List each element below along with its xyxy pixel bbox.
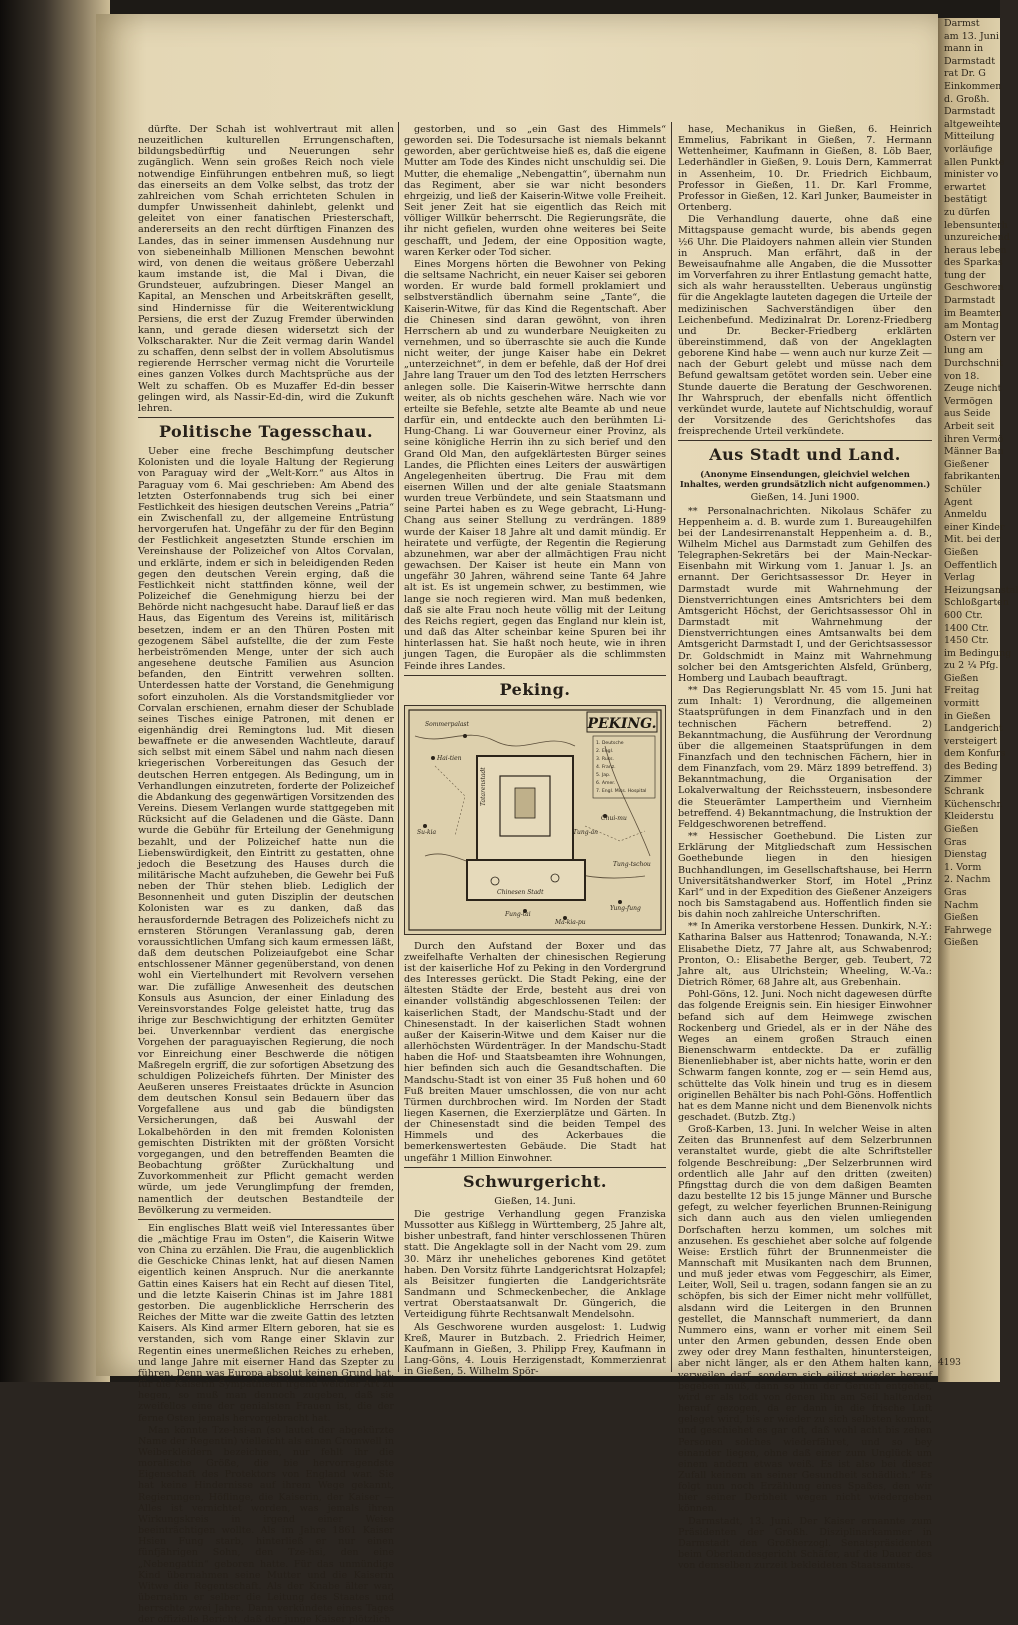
- section-divider: [138, 417, 394, 418]
- facing-page-line: Gras: [944, 836, 967, 848]
- article-court-continuation-2: Die Verhandlung dauerte, ohne daß eine Mittagspause gemacht wurde, bis abends gegen ½6 Uhr. Die Plaidoyers nahmen allein vier Stunden in Anspruch. Man erfährt, daß in der Beweisaufnahme alle Angaben, die die Mussotter im Vorverfahren zu ihrer Entlastung gemacht hatte, sich als wahr herausstellten. Ueberaus ungünstig für die Angeklagte lauteten dagegen die Urteile der medizinischen Sachverständigen über den Leichenbefund. Medizinalrat Dr. Lorenz-Friedberg und Dr. Becker-Friedberg erklärten übereinstimmend, daß von der Angeklagten geborene Kind habe — wenn auch nur kurze Zeit — nach der Geburt gelebt und müsse nach dem Befund gewaltsam getötet worden sein. Ueber eine Stunde dauerte die Beratung der Geschworenen. Ihr Wahrspruch, der ebenfalls nicht öffentlich verkündet wurde, lautete auf Nichtschuldig, worauf der Vorsitzende des Gerichtshofes das freisprechende Urteil verkündete.: [678, 214, 932, 438]
- facing-page-line: Anmeldu: [944, 509, 987, 521]
- article-divider: [138, 1219, 394, 1220]
- facing-page-line: mann in: [944, 43, 984, 55]
- facing-page-line: Verlag: [944, 572, 975, 584]
- peking-map-drawing: [405, 706, 665, 934]
- facing-page-line: allen Punkte: [944, 156, 1005, 168]
- section-heading-aus-stadt-und-land: Aus Stadt und Land.: [709, 445, 901, 465]
- map-label-fung-tai: Fung-tai: [505, 910, 531, 918]
- section-divider: [404, 1167, 666, 1168]
- article-paraguay: Ueber eine freche Beschimpfung deutscher Kolonisten und die loyale Haltung der Regierung von Paraguay wird der „Welt-Korr.“ aus Altos in Paraguay vom 6. Mai geschrieben: Am Abend des letzten Osterfonnabends trug sich bei einer Festlichkeit des hiesigen deutschen Vereins „Patria“ ein Zwischenfall zu, der allgemeine Entrüstung hervorgerufen hat. Ungefähr zu der für den Beginn der Festlichkeit angesetzten Stunde erschien im Vereinshause der Polizeichef von Altos Corvalan, und erklärte, indem er sich in beleidigenden Reden gegen den deutschen Verein erging, daß die Festlichkeit nicht stattfinden könne, weil der Polizeichef die Genehmigung hierzu bei der Behörde nicht nachgesucht habe. Darauf ließ er das Haus, das Eigentum des Vereins ist, militärisch besetzen, indem er an den Thüren Posten mit gezogenem Säbel aufstellte, die der zum Feste herbeiströmenden Menge, unter der sich auch angesehene deutsche Familien aus Asuncion befanden, den Eintritt verwehren sollten. Unterdessen hatte der Vorstand, die Genehmigung sofort einzuholen. Als die Vorstandsmitglieder vor Corvalan erschienen, ernahm dieser der Schublade seines Tisches einige Patronen, mit denen er eigenhändig drei Remingtons lud. Mit diesen bewaffnete er die anwesenden Wachtleute, darauf sich selbst mit einem Säbel und nahm nach diesen kriegerischen Vorbereitungen das Gesuch der deutschen Herren entgegen. Als Bedingung, um in Verhandlungen einzutreten, forderte der Polizeichef die Abdankung des gegenwärtigen Vorsitzenden des Vereins. Diesem Verlangen wurde stattgegeben mit Rücksicht auf die Geladenen und die Gäste. Dann wurde die Gebühr für Erteilung der Genehmigung bezahlt, und der Polizeichef hatte nun die Liebenswürdigkeit, den Eintritt zu gestatten, ohne jedoch die Besetzung des Hauses durch die militärische Macht aufzuheben, die Gewehr bei Fuß neben der Thür stehen blieb. Lediglich der Besonnenheit und guten Disziplin der deutschen Kolonisten war es zu danken, daß das herausfordernde Betragen des Polizeichefs nicht zu ernsteren Störungen Veranlassung gab, deren voraussichtlichen Umfang sich kaum ermessen läßt, daß dem deutschen Polizeiaufgebot eine Schar entschlossener Männer gegenüberstand, von denen wohl ein Viertelhundert mit Revolvern versehen war. Die zufällige Anwesenheit des deutschen Konsuls aus Asuncion, der einer Einladung des Vereinsvorstandes Folge geleistet hatte, trug das ihrige zur Beschwichtigung der erhitzten Gemüter bei. Unverkennbar verdient das energische Vorgehen der paraguayischen Regierung, die noch vor Einreichung einer Beschwerde die nötigen Maßregeln ergriff, die zur sofortigen Absetzung des schuldigen Polizeichefs führten. Der Minister des Aeußeren unseres Freistaates drückte in Asuncion dem deutschen Konsul sein Bedauern über das Vorgefallene aus und gab die bündigsten Versicherungen, daß bei Auswahl der Lokalbehörden in den mit fremden Kolonisten gemischten Distrikten mit der größten Vorsicht vorgegangen, und den betreffenden Beamten die Beobachtung größter Zurückhaltung und Zuvorkommenheit zur Pflicht gemacht werden würde, um jede Verunglimpfung der fremden, namentlich der deutschen Bestandteile der Bevölkerung zu vermeiden.: [138, 446, 394, 1216]
- facing-page-line: Zimmer: [944, 773, 982, 785]
- facing-page-line: Geschworen: [944, 282, 1004, 294]
- facing-page-line: altgeweihte: [944, 118, 1001, 130]
- facing-page-line: Vermögen: [944, 395, 993, 407]
- facing-page-line: Gießener: [944, 458, 989, 470]
- facing-page-line: Darmst: [944, 18, 980, 29]
- section-heading-politische-tagesschau: Politische Tagesschau.: [158, 422, 374, 442]
- facing-page-line: Küchenschr.: [944, 798, 1004, 810]
- map-label-chinesenstadt: Chinesen Stadt: [497, 888, 544, 896]
- facing-page-line: des Sparkas: [944, 257, 1003, 269]
- facing-page-line: Gießen: [944, 672, 979, 684]
- map-legend-item: 5. Jap.: [596, 772, 611, 778]
- facing-page-line: minister vo: [944, 169, 999, 181]
- facing-page-line: Durchschnit: [944, 358, 1004, 370]
- facing-page-line: Gießen: [944, 546, 979, 558]
- map-label-tung-tschou: Tung-tschou: [613, 860, 651, 868]
- facing-page-line: Schloßgarten: [944, 597, 1009, 609]
- facing-page-line: Landgericht: [944, 723, 1003, 735]
- facing-page-line: d. Großh.: [944, 93, 990, 105]
- map-legend-item: 1. Deutsche: [596, 740, 624, 746]
- facing-page-line: Ostern ver: [944, 332, 996, 344]
- facing-page-line: bestätigt: [944, 194, 987, 206]
- facing-page-line: einer Kinder: [944, 521, 1005, 533]
- facing-page-line: vorläufige: [944, 143, 993, 155]
- facing-page-line: heraus leben: [944, 244, 1007, 256]
- column-divider-left: [398, 122, 399, 1372]
- facing-page-line: Schrank: [944, 786, 985, 798]
- column-right: [678, 124, 932, 1572]
- facing-page-edge: [938, 18, 1018, 1382]
- facing-page-line: des Beding: [944, 761, 998, 773]
- facing-page-line: Schüler: [944, 483, 982, 495]
- article-kaiserin-continuation-2: Eines Morgens hörten die Bewohner von Peking die seltsame Nachricht, ein neuer Kaiser sei geboren worden. Er wurde bald formell proklamiert und selbstverständlich übernahm seine „Tante“, die Kaiserin-Witwe, für das Kind die Regentschaft. Aber die Chinesen sind daran gewöhnt, von ihren Herrschern ab und zu wunderbare Neuigkeiten zu vernehmen, und so überraschte sie auch die Kunde nicht weiter, der junge Kaiser habe ein Dekret „unterzeichnet“, in dem er befehle, daß der Hof drei Jahre lang Trauer um den Tod des letzten Herrschers anlegen solle. Die Kaiserin-Witwe herrschte dann weiter, als ob nichts geschehen wäre. Nach wie vor erteilte sie Befehle, setzte alte Beamte ab und neue darfür ein, und entdeckte auch den berühmten Li-Hung-Chang. Li war Gouverneur einer Provinz, als seine königliche Herrin ihn zu sich berief und den Grand Old Man, den aufgeklärtesten Bürger seines Landes, die Pflichten eines Leiters der auswärtigen Angelegenheiten übertrug. Die Frau mit dem eisernen Willen und der alte geniale Staatsmann wurden treue Verbündete, und sein Staatsmann und seine Partei haben es zu Wege gebracht, Li-Hung-Chang aus seiner Stellung zu verdrängen. 1889 wurde der Kaiser 18 Jahre alt und damit mündig. Er heiratete und verfügte, der Regentin die Regierung abzunehmen, war aber der allmächtigen Frau nicht gewachsen. Der Kaiser ist heute ein Mann von ungefähr 30 Jahren, während seine Tante 64 Jahre alt ist. Es ist ungemein schwer, zu bestimmen, wie lange sie noch regieren wird. Man muß bedenken, daß sie alte Frau noch heute völlig mit der Leitung des Reichs regiert, gegen das England nur klein ist, und daß das Alter scheinbar keine Spuren bei ihr hinterlassen hat. Sie haßt noch heute, wie in ihren jungen Tagen, die Europäer als die schlimmsten Feinde ihres Landes.: [404, 258, 666, 672]
- facing-page-line: 1450 Ctr.: [944, 635, 989, 647]
- article-kaiserin-continuation: gestorben, und so „ein Gast des Himmels“ geworden sei. Die Todesursache ist niemals bekannt geworden, aber gerüchtweise hieß es, daß die eigene Mutter am Tode des Kindes nicht unschuldig sei. Die Mutter, die ehemalige „Nebengattin“, übernahm nun das Regiment, aber sie war nicht besonders ehrgeizig, und ließ der Kaiserin-Witwe volle Freiheit. Seit jener Zeit hat sie eigentlich das Reich mit völliger Willkür beherrscht. Die Regierungsräte, die ihr nicht gefielen, wurden ohne weiteres bei Seite geschafft, und Jedem, der eine Opposition wagte, waren Kerker oder Tod sicher.: [404, 124, 666, 258]
- facing-page-line: unzureichend: [944, 232, 1010, 244]
- facing-page-line: Agent: [944, 496, 973, 508]
- facing-page-line: Mitteilung: [944, 131, 995, 143]
- facing-page-line: von 18.: [944, 370, 980, 382]
- column-divider-right: [671, 122, 672, 1372]
- article-kaiserin-witwe: Ein englisches Blatt weiß viel Interessantes über die „mächtige Frau im Osten“, die Kaiserin Witwe von China zu erzählen. Die Frau, die augenblicklich die Geschicke Chinas lenkt, hat auf diesen Namen eigentlich keinen Anspruch. Nur die anerkannte Gattin eines Kaisers hat ein Recht auf diesen Titel, und die letzte Kaiserin Chinas ist im Jahre 1881 gestorben. Die augenblickliche Herrscherin des Reiches der Mitte war die zweite Gattin des letzten Kaisers. Als Kind armer Eltern geboren, hat sie es verstanden, sich vom Range einer Sklavin zur Regentin eines unermeßlichen Reiches zu erheben, und lange Jahre mit eiserner Hand das Szepter zu führen. Denn was Europa absolut keinen Grund hat, für die Kaiserin Sympathieen irgend welcher Art zu hegen, so muß man dennoch zugeben, daß sie zweifellos eine der genialsten Frauen ist, die der ferne Osten jemals hervorgebracht hat.: [138, 1222, 394, 1424]
- facing-page-line: Gießen: [944, 912, 979, 924]
- facing-page-line: dem Konfurs: [944, 748, 1006, 760]
- map-legend-item: 3. Russ.: [596, 756, 614, 762]
- map-legend-item: 2. Engl.: [596, 748, 614, 754]
- item-darmstadt: Darmstadt, 13. Juni. Der Kaiser ernannte zum Präsidenten der Großh. Disziplinarkammer in Darmstadt den Großherzogl. Senatspräsidenten beim Oberlandesgericht Schäfer, auf die Dauer des von demselben zurzeit bekleideten Staatsamtes.: [678, 1515, 932, 1572]
- editorial-notice: (Anonyme Einsendungen, gleichviel welchen Inhaltes, werden grundsätzlich nicht aufgenommen.): [679, 469, 931, 490]
- article-court-continuation: hase, Mechanikus in Gießen, 6. Heinrich Emmelius, Fabrikant in Gießen, 7. Hermann Wettenheimer, Kaufmann in Gießen, 8. Löb Baer, Lederhändler in Gießen, 9. Louis Dern, Kammerrat in Assenheim, 10. Dr. Friedrich Eichbaum, Professor in Gießen, 11. Dr. Karl Fromme, Professor in Gießen, 12. Karl Junker, Baumeister in Ortenberg.: [678, 124, 932, 214]
- facing-page-line: zu 2 ¼ Pfg.: [944, 660, 999, 672]
- facing-page-line: fabrikanten: [944, 471, 1000, 483]
- section-divider: [678, 440, 932, 441]
- facing-page-line: 1. Vorm: [944, 861, 982, 873]
- section-heading-schwurgericht: Schwurgericht.: [463, 1171, 607, 1191]
- item-goethebund: ** Hessischer Goethebund. Die Listen zur Erklärung der Mitgliedschaft zum Hessischen Goethebunde liegen in den hiesigen Buchhandlungen, im Gesellschaftshause, bei Herrn Universitätshandwerker Storf, im Hotel „Prinz Karl“ und in der Expedition des Gießener Anzeigers noch bis Samstagabend aus. Hoffentlich finden sie bis dahin noch zahlreiche Unterschriften.: [678, 831, 932, 921]
- map-label-hai-tien: Hai-tien: [437, 754, 462, 762]
- map-label-sommerpalast: Sommerpalast: [425, 720, 469, 728]
- facing-page-line: Gießen: [944, 824, 979, 835]
- facing-page-line: Einkommen: [944, 80, 1002, 92]
- column-middle: [404, 124, 666, 1378]
- facing-page-line: lebensunterh: [944, 219, 1008, 231]
- facing-page-line: lung am: [944, 345, 984, 357]
- facing-page-line: Freitag: [944, 685, 980, 697]
- map-legend-item: 6. Amer.: [596, 780, 616, 786]
- facing-page-line: Zeuge nicht: [944, 383, 1002, 395]
- facing-page-line: Nachm: [944, 899, 979, 911]
- facing-page-line: Darmstadt: [944, 55, 996, 67]
- facing-page-line: im Bedingung: [944, 647, 1012, 659]
- dateline: Gießen, 14. Juni 1900.: [750, 492, 860, 504]
- facing-page-line: Darmstadt: [944, 295, 996, 307]
- facing-page-line: Oeffentlich: [944, 559, 998, 571]
- section-divider: [404, 675, 666, 676]
- facing-page-line: aus Seide: [944, 408, 991, 420]
- facing-page-line: vormitt: [944, 698, 980, 710]
- facing-page-line: in Gießen: [944, 710, 991, 722]
- facing-page-line: Mit. bei der: [944, 534, 1001, 546]
- map-label-chui-mu: Chui-mu: [601, 814, 627, 822]
- dateline: Gießen, 14. Juni.: [494, 1195, 576, 1207]
- facing-page-line: 600 Ctr.: [944, 609, 983, 621]
- facing-page-line: im Beamten: [944, 307, 1002, 319]
- facing-page-line: 1400 Ctr.: [944, 622, 989, 634]
- peking-map: [404, 705, 666, 935]
- map-legend-item: 7. Engl. Miss. Hospital: [596, 788, 647, 794]
- item-pohl-goens: Pohl-Göns, 12. Juni. Noch nicht dagewesen dürfte das folgende Ereignis sein. Ein hiesiger Einwohner befand sich auf dem Heimwege zwischen Rockenberg und Griedel, als er in der Nähe des Weges an einem großen Strauch einen Bienenschwarm entdeckte. Da er zufällig Bienenliebhaber ist, aber nichts hatte, worin er den Schwarm fangen konnte, zog er — sein Hemd aus, schüttelte das Volk hinein und trug es in diesem originellen Behälter bis nach Pohl-Göns. Hoffentlich hat es dem Manne nicht und dem Bienenvolk nichts geschadet. (Butzb. Ztg.): [678, 989, 932, 1123]
- facing-page-line: ihren Vermö: [944, 433, 1004, 445]
- item-verstorbene-hessen: ** In Amerika verstorbene Hessen. Dunkirk, N.-Y.: Katharina Balser aus Hattenrod; Tonawanda, N.-Y.: Elisabethe Dietz, 77 Jahre alt, aus Schwabenrod; Pronton, O.: Elisabethe Berger, geb. Teubert, 72 Jahre alt, aus Ulrichstein; Wheeling, W.-Va.: Dietrich Römer, 68 Jahre alt, aus Grebenhain.: [678, 921, 932, 989]
- article-persia-continuation: dürfte. Der Schah ist wohlvertraut mit allen neuzeitlichen kulturellen Errungenschaften, bildungsbedürftig und Neuerungen sehr zugänglich. Wenn sein großes Reich noch viele notwendige Einführungen entbehren muß, so liegt das einerseits an dem Volke selbst, das trotz der zahlreichen vom Schah errichteten Schulen in dumpfer Unwissenheit dahinlebt, gelenkt und geleitet von einer fanatischen Priesterschaft, andererseits an den recht dürftigen Finanzen des Landes, das in seiner immensen Ausdehnung nur von siebeneinhalb Millionen Menschen bewohnt wird, von denen die weitaus größere Ueberzahl kaum imstande ist, die Mal i Divan, die Grundsteuer, aufzubringen. Dieser Mangel an Kapital, an Menschen und Arbeitskräften gesellt, sind Hindernisse für die Weiterentwicklung Persiens, die erst der Zuzug Fremder überwinden kann, und gerade diesen widersetzt sich der Volkscharakter. Nur die Zeit vermag darin Wandel zu schaffen, denn selbst der in vollem Absolutismus regierende Herrscher vermag nicht die Vorurteile eines ganzen Volkes durch Machtsprüche aus der Welt zu schaffen. Ob es Muzaffer Ed-din besser gelingen wird, als Nassir-Ed-din, wird die Zukunft lehren.: [138, 124, 394, 414]
- page-number: 4193: [938, 1358, 961, 1368]
- map-title: PEKING.: [587, 715, 657, 732]
- facing-page-line: Gießen: [944, 937, 979, 949]
- item-regierungsblatt: ** Das Regierungsblatt Nr. 45 vom 15. Juni hat zum Inhalt: 1) Verordnung, die allgemeinen Staatsprüfungen in dem Finanzfach und in den technischen Fächern betreffend. 2) Bekanntmachung, die Ausführung der Verordnung über die allgemeinen Staatsprüfungen in dem Finanzfach und den technischen Fächern, hier in dem Finanzfach, vom 29. März 1899 betreffend. 3) Bekanntmachung, die Organisation der Lokalverwaltung der Reichssteuern, insbesondere die Steuerämter Lampertheim und Viernheim betreffend. 4) Bekanntmachung, die Instruktion der Feldgeschworenen betreffend.: [678, 685, 932, 830]
- map-legend-item: 4. Franz.: [596, 764, 616, 770]
- facing-page-text: [938, 18, 1018, 950]
- map-label-tatarenstadt: Tatarenstadt: [480, 766, 487, 806]
- facing-page-line: tung der: [944, 269, 986, 281]
- facing-page-line: Heizungsanstal: [944, 584, 1018, 596]
- article-court: Die gestrige Verhandlung gegen Franziska Mussotter aus Kißlegg in Württemberg, 25 Jahre alt, bisher unbestraft, fand hinter verschlossenen Thüren statt. Die Angeklagte soll in der Nacht vom 29. zum 30. März ihr uneheliches geborenes Kind getötet haben. Den Vorsitz führte Landgerichtsrat Holzapfel; als Beisitzer fungierten die Landgerichtsräte Sandmann und Schmeckenbecher, die Anklage vertrat Oberstaatsanwalt Dr. Güngerich, die Verteidigung führte Rechtsanwalt Mendelsohn.: [404, 1208, 666, 1321]
- facing-page-line: 2. Nachm: [944, 874, 991, 886]
- item-gross-karben: Groß-Karben, 13. Juni. In welcher Weise in alten Zeiten das Brunnenfest auf dem Selzerbrunnen veranstaltet wurde, giebt die alte Schriftsteller folgende Beschreibung: „Der Selzerbrunnen wird ordentlich alle Jahr auf den dritten (zweiten) Pfingsttag durch die von dem daßigen Beamten dazu bestellte 12 bis 15 junge Männer und Bursche gefegt, zu welcher feyerlichen Brunnen-Reinigung sich dann auch aus den vielen umliegenden Dorfschaften herzu kommen, um solches mit anzusehen. Es geschiehet aber solche auf folgende Weise: Erstlich führt der Brunnenmeister die Mannschaft mit Musikanten nach dem Brunnen, und muß jeder etwas vom Feggeschirr, als Eimer, Leiter, Woll, Seil u. tragen, sodann fangen sie an zu schöpfen, bis sich der Eimer nicht mehr vollfüllet, alsdann wird die Leitergen in den Brunnen gestellet, die Mannschaft nummeriert, da dann Nummero eins, wann er vorher mit einem Seil unter den Armen gebunden, dessen Ende oben zwey oder drey Mann festhalten, hinuntersteigen, aber nicht länger, als er den Athem halten kann, verweilen darf, sondern sich eiligst wieder herauf begeben muß, dann so ihm der Geruch entgehet, wird er als todt von denen ihn am Seil haltenden herauf gezogen, da er dann in die frische Luft geleget wird, bis er wieder zu sich selbsten kommt, und geschiehet es gar oft, daß wohl acht bis zehen Personen solches wiederfähret, und so bey einander liegen, ohne daß einer zum Unglück um einem andern etwas weiß. Es ist also bei dieser Zufall keinem an seiner Gesundheit schädlich.“ Es folgt nun noch Erzählung eines Spaßes, den wir hier seiner Derbheit wegen nicht wiedergeben können.: [678, 1124, 932, 1515]
- facing-page-line: Männer Ban: [944, 446, 1004, 458]
- map-label-yung-fung: Yung-fung: [610, 904, 641, 912]
- facing-page-line: versteigert: [944, 735, 997, 747]
- facing-page-line: erwartet: [944, 181, 986, 193]
- column-left: [138, 124, 394, 1625]
- item-personalnachrichten: ** Personalnachrichten. Nikolaus Schäfer zu Heppenheim a. d. B. wurde zum 1. Bureaugehilfen bei der Landesirrenanstalt Heppenheim a. d. B., Wilhelm Michel aus Darmstadt zum Gehilfen des Telegraphen-Sekretärs bei der Main-Neckar-Eisenbahn mit Wirkung vom 1. Januar l. Js. an ernannt. Der Gerichtsassessor Dr. Heyer in Darmstadt wurde mit Wahrnehmung der Dienstverrichtungen eines Amtsrichters bei dem Amtsgericht Höchst, der Gerichtsassessor Ohl in Darmstadt mit Wahrnehmung der Dienstverrichtungen eines Amtsanwalts bei dem Amtsgericht Darmstadt I, und der Gerichtsassessor Dr. Goldschmidt in Mainz mit Wahrnehmung solcher bei den Amtsgerichten Alsfeld, Grünberg, Homberg und Laubach beauftragt.: [678, 505, 932, 684]
- section-heading-peking: Peking.: [499, 679, 571, 699]
- article-court-2: Als Geschworene wurden ausgelost: 1. Ludwig Kreß, Maurer in Butzbach. 2. Friedrich Heimer, Kaufmann in Gießen, 3. Philipp Frey, Kaufmann in Lang-Göns, 4. Louis Herzigenstadt, Kommerzienrat in Gießen, 5. Wilhelm Spör-: [404, 1321, 666, 1378]
- facing-page-line: Darmstadt: [944, 106, 996, 118]
- facing-page-line: Dienstag: [944, 849, 987, 861]
- facing-page-line: rat Dr. G: [944, 68, 986, 80]
- map-label-ma-kia-pu: Ma-kia-pu: [555, 918, 586, 926]
- facing-page-line: Gras: [944, 886, 967, 898]
- map-label-tung-an: Tung-an: [573, 828, 599, 836]
- facing-page-line: Arbeit seit: [944, 421, 995, 432]
- facing-page-line: Fahrwege: [944, 924, 992, 936]
- facing-page-line: zu dürfen: [944, 206, 991, 218]
- article-peking: Durch den Aufstand der Boxer und das zweifelhafte Verhalten der chinesischen Regierung ist der kaiserliche Hof zu Peking in den Vordergrund des Interesses gerückt. Die Stadt Peking, eine der ältesten Städte der Erde, besteht aus drei von einander vollständig abgeschlossenen Teilen: der kaiserlichen Stadt, der Mandschu-Stadt und der Chinesenstadt. In der kaiserlichen Stadt wohnen außer der Kaiserin-Witwe und dem Kaiser nur die allerhöchsten Würdenträger. In der Mandschu-Stadt haben die Hof- und Staatsbeamten ihre Wohnungen, hier befinden sich auch die Gesandtschaften. Die Mandschu-Stadt ist von einer 35 Fuß hohen und 60 Fuß breiten Mauer umschlossen, die von nur acht Türmen durchbrochen wird. Im Norden der Stadt liegen Kasernen, die Exerzierplätze und Gärten. In der Chinesenstadt sind die beiden Tempel des Himmels und des Ackerbaues die bemerkenswertesten Gebäude. Die Stadt hat ungefähr 1 Million Einwohner.: [404, 940, 666, 1164]
- facing-page-line: Kleiderstu: [944, 811, 994, 823]
- facing-page-line: am Montag: [944, 320, 999, 332]
- book-gutter: [0, 0, 110, 1382]
- newspaper-page: [96, 14, 938, 1625]
- facing-page-line: am 13. Juni: [944, 30, 999, 42]
- article-kaiserin-witwe-2: Man könnte Tze-hsi-an (so lautet der abgekürzte Name der Regentin) vielleicht als einen Cromwell in Weiberkleidern bezeichnen, nur fehlt ihr die moralische Größe, die bie hervorragendste Eigenschaft des Protektors von England war. Sie hat keine Hindernisse auf ihrem Wege gekannt, Regierungen, Höflinge, die Kaiserin, der Kaiser — Alles ist vernichtet worden, was jemals ihren Wirkungskreis in irgend einer Weise beeinträchtigen wollte. Als im Jahre 1861 Kaiser Hsien Fung starb, hinterließ er nur einen fünfjährigen Sohn, den Tze-hsi, den eine „Nebengattin“ geboren hatte. Für das unmündige Kind übernahmen seine Mutter und die Kaiserin Witwe die Regentschaft. Als der Knabe älter war, übernahm er selber die Leitung des Staates und herrschte zwei Jahre. Dann verkündete eines Tages der offizielle Bericht, daß der junge Kaiser plötzlich: [138, 1424, 394, 1625]
- map-label-su-kia: Su-kia: [417, 828, 437, 836]
